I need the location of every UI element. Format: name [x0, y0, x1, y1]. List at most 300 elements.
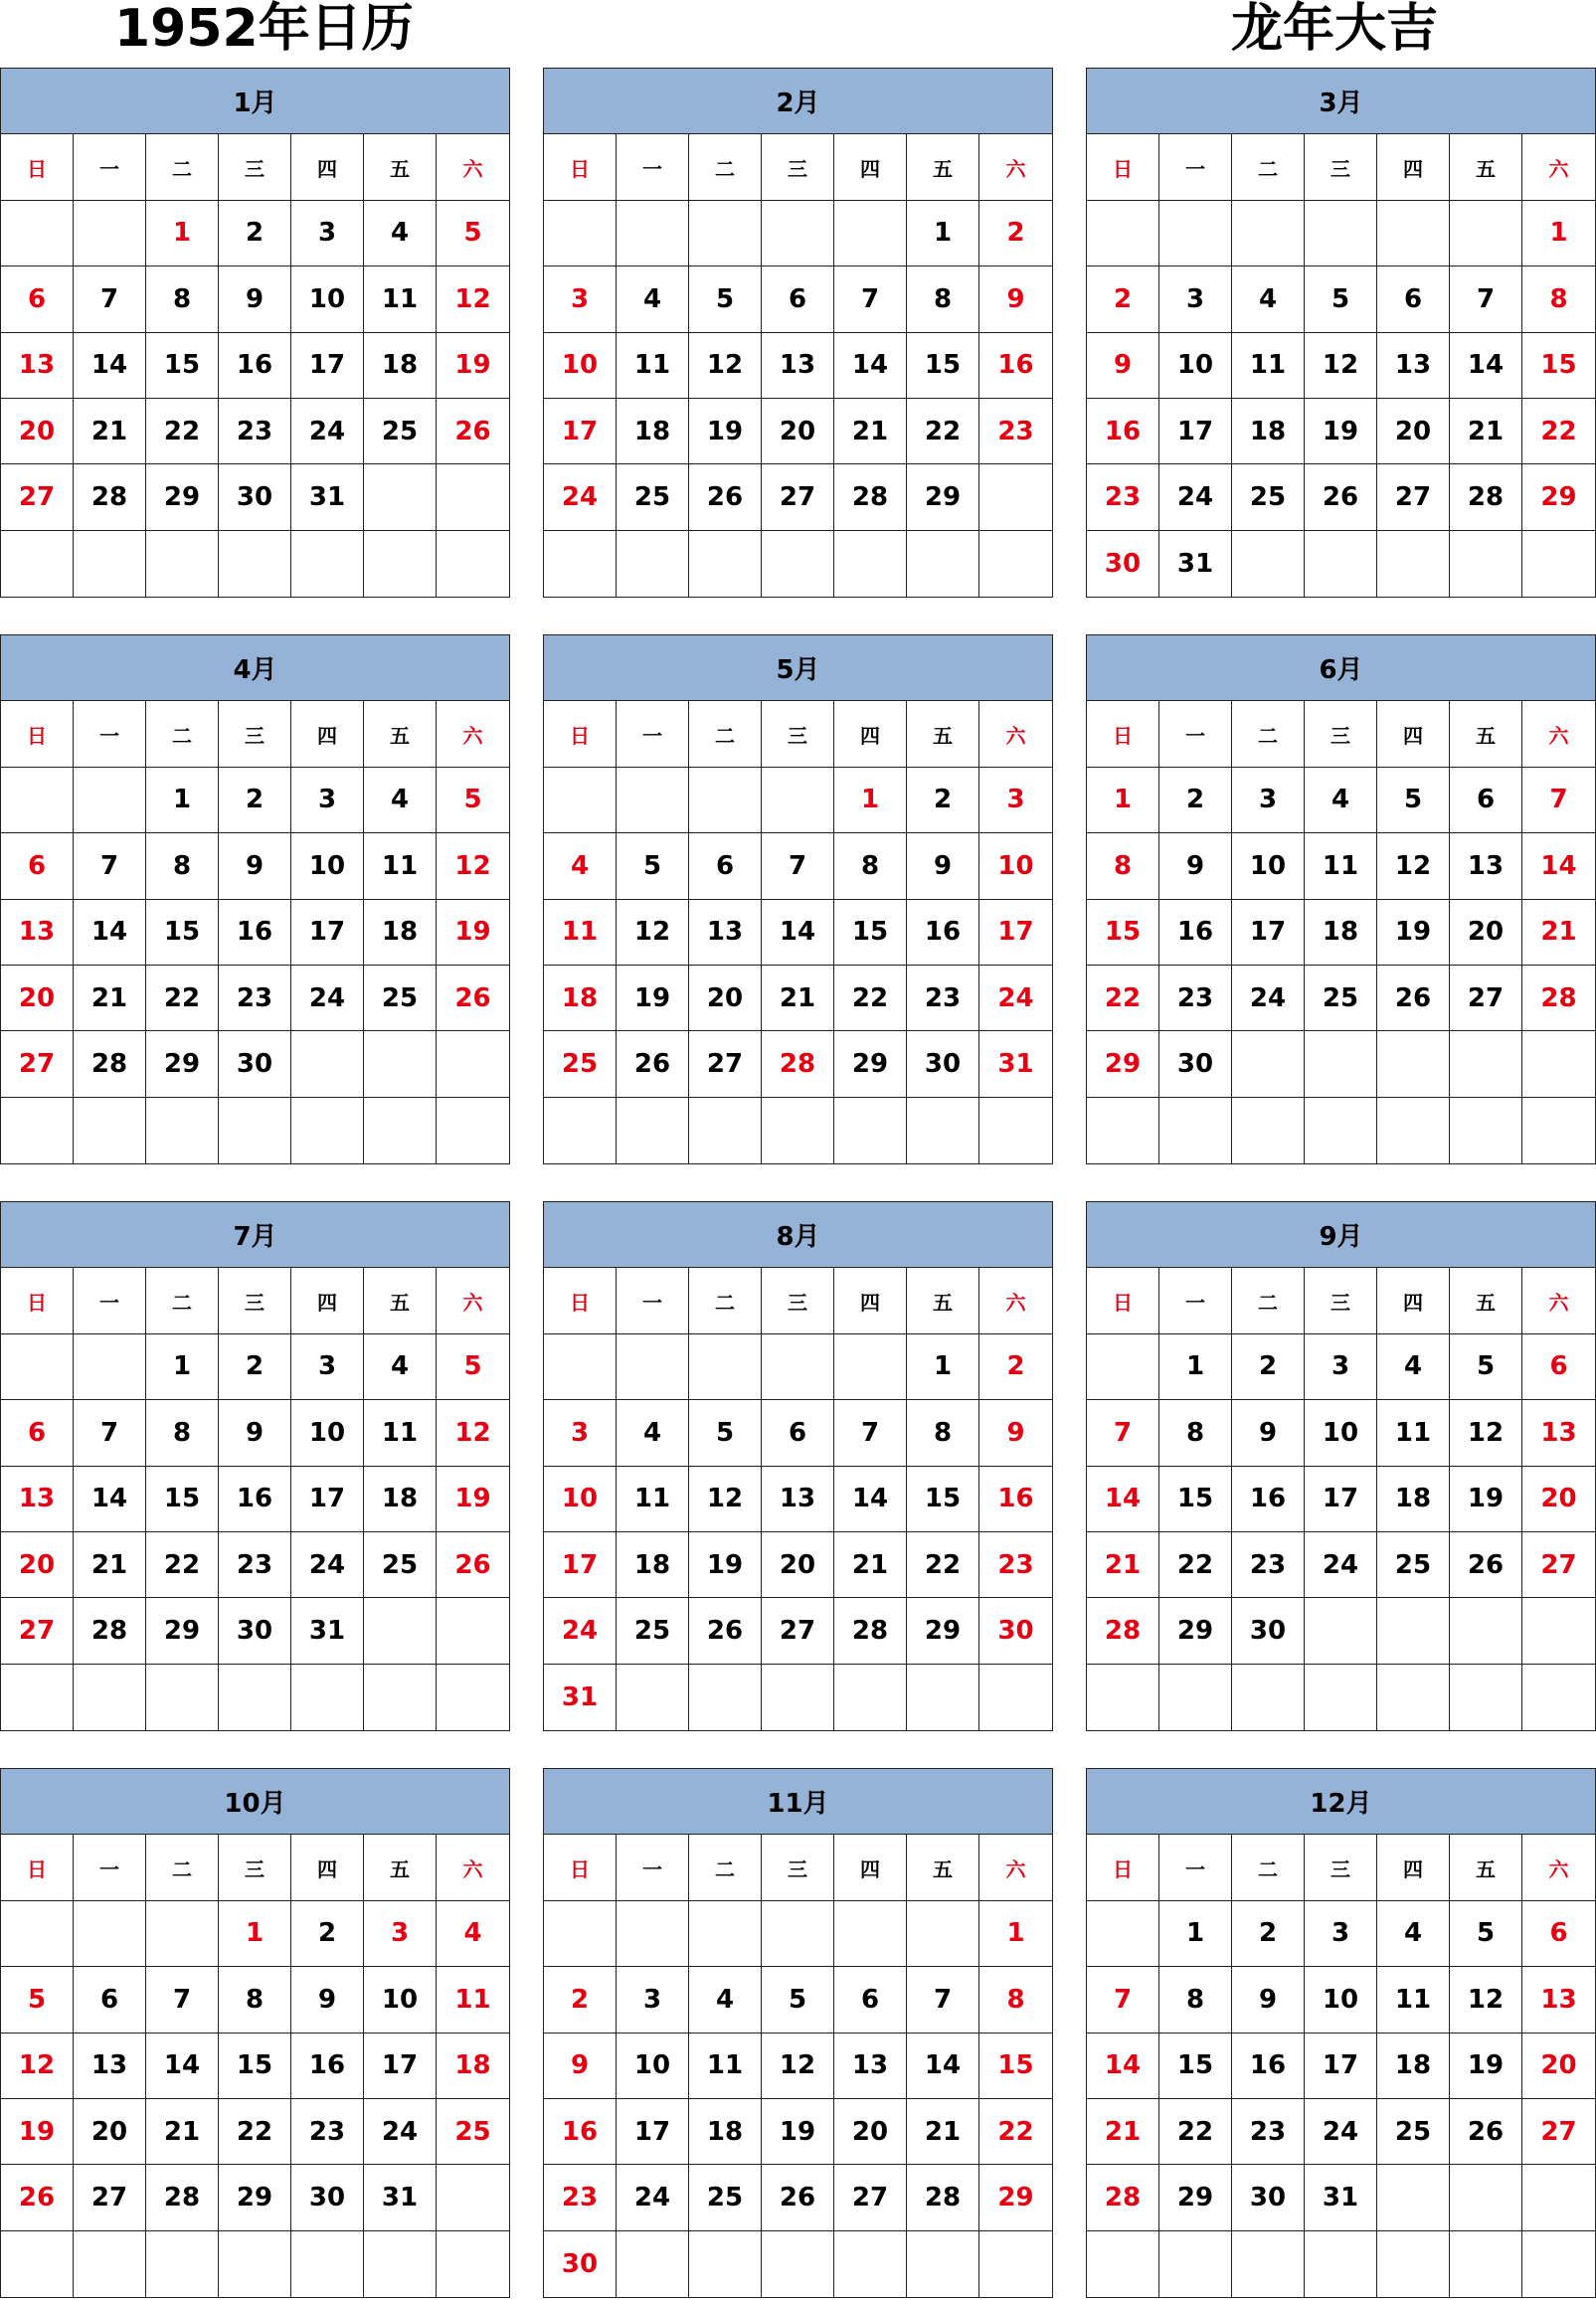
day-cell: 18 — [1377, 2034, 1450, 2099]
day-cell: 25 — [1377, 1532, 1450, 1598]
empty-cell — [834, 1098, 907, 1163]
empty-cell — [762, 768, 834, 833]
day-cell: 2 — [979, 201, 1052, 266]
day-cell: 25 — [364, 399, 437, 464]
day-cell: 10 — [617, 2034, 689, 2099]
empty-cell — [544, 1334, 617, 1400]
day-cell: 5 — [617, 833, 689, 899]
empty-cell — [1522, 1598, 1595, 1664]
day-cell: 21 — [1087, 2099, 1159, 2165]
day-cell: 6 — [1377, 266, 1450, 332]
day-cell: 23 — [219, 399, 291, 464]
month-header: 9月 — [1087, 1202, 1595, 1268]
day-cell: 14 — [74, 900, 146, 966]
day-cell: 15 — [219, 2034, 291, 2099]
day-cell: 23 — [219, 1532, 291, 1598]
day-cell: 21 — [1450, 399, 1522, 464]
day-cell: 7 — [1087, 1967, 1159, 2033]
empty-cell — [689, 201, 762, 266]
weekday-label: 日 — [544, 701, 617, 767]
weekday-label: 二 — [1232, 1835, 1305, 1900]
day-cell: 16 — [979, 333, 1052, 399]
day-cell: 23 — [291, 2099, 364, 2165]
day-cell: 3 — [544, 1400, 617, 1466]
day-cell: 5 — [762, 1967, 834, 2033]
day-cell: 30 — [979, 1598, 1052, 1664]
weekday-label: 二 — [1232, 701, 1305, 767]
empty-cell — [364, 531, 437, 597]
day-cell: 14 — [74, 333, 146, 399]
day-cell: 14 — [907, 2034, 979, 2099]
empty-cell — [617, 531, 689, 597]
day-cell: 4 — [689, 1967, 762, 2033]
day-cell: 5 — [1377, 768, 1450, 833]
day-cell: 7 — [834, 1400, 907, 1466]
day-cell: 14 — [146, 2034, 219, 2099]
day-cell: 13 — [834, 2034, 907, 2099]
day-cell: 9 — [219, 266, 291, 332]
empty-cell — [1522, 2231, 1595, 2297]
day-cell: 11 — [1377, 1967, 1450, 2033]
weekday-label: 日 — [1, 701, 74, 767]
empty-cell — [1087, 1665, 1159, 1730]
day-cell: 5 — [437, 768, 509, 833]
day-cell: 7 — [1087, 1400, 1159, 1466]
day-cell: 19 — [1450, 1467, 1522, 1532]
day-cell: 13 — [1, 900, 74, 966]
empty-cell — [364, 1598, 437, 1664]
day-cell: 28 — [74, 464, 146, 530]
weekday-label: 三 — [762, 701, 834, 767]
day-cell: 6 — [1522, 1901, 1595, 1967]
empty-cell — [762, 531, 834, 597]
day-cell: 8 — [1087, 833, 1159, 899]
day-cell: 31 — [291, 464, 364, 530]
day-cell: 17 — [1159, 399, 1232, 464]
weekday-label: 四 — [834, 1268, 907, 1333]
day-cell: 25 — [617, 1598, 689, 1664]
day-cell: 19 — [1377, 900, 1450, 966]
day-cell: 6 — [1450, 768, 1522, 833]
day-cell: 30 — [907, 1031, 979, 1097]
weekday-label: 二 — [1232, 1268, 1305, 1333]
empty-cell — [1377, 531, 1450, 597]
day-cell: 8 — [907, 266, 979, 332]
empty-cell — [689, 531, 762, 597]
day-cell: 16 — [1159, 900, 1232, 966]
empty-cell — [1232, 201, 1305, 266]
day-cell: 16 — [907, 900, 979, 966]
day-cell: 24 — [1305, 1532, 1377, 1598]
day-cell: 3 — [544, 266, 617, 332]
day-cell: 16 — [219, 333, 291, 399]
day-cell: 26 — [437, 399, 509, 464]
weekday-label: 五 — [907, 134, 979, 200]
day-cell: 8 — [834, 833, 907, 899]
month-block — [1086, 634, 1596, 1164]
empty-cell — [1522, 2165, 1595, 2230]
month-header: 10月 — [1, 1769, 509, 1835]
day-cell: 5 — [437, 1334, 509, 1400]
weekday-label: 一 — [617, 1268, 689, 1333]
day-cell: 27 — [762, 1598, 834, 1664]
empty-cell — [291, 2231, 364, 2297]
day-cell: 14 — [1087, 1467, 1159, 1532]
day-cell: 16 — [1087, 399, 1159, 464]
empty-cell — [146, 1901, 219, 1967]
day-cell: 23 — [219, 966, 291, 1031]
day-cell: 8 — [146, 266, 219, 332]
day-cell: 29 — [907, 1598, 979, 1664]
empty-cell — [834, 201, 907, 266]
day-cell: 1 — [146, 1334, 219, 1400]
day-cell: 7 — [74, 1400, 146, 1466]
day-cell: 24 — [291, 966, 364, 1031]
day-cell: 14 — [1522, 833, 1595, 899]
day-cell: 4 — [617, 1400, 689, 1466]
weekday-label: 日 — [1087, 134, 1159, 200]
empty-cell — [1522, 1098, 1595, 1163]
day-cell: 2 — [219, 1334, 291, 1400]
weekday-label: 六 — [979, 1835, 1052, 1900]
day-cell: 17 — [291, 1467, 364, 1532]
day-cell: 13 — [689, 900, 762, 966]
day-cell: 2 — [219, 768, 291, 833]
day-cell: 6 — [1, 266, 74, 332]
empty-cell — [1159, 2231, 1232, 2297]
day-cell: 27 — [1, 1598, 74, 1664]
day-cell: 21 — [907, 2099, 979, 2165]
day-cell: 30 — [544, 2231, 617, 2297]
empty-cell — [1522, 531, 1595, 597]
day-cell: 15 — [146, 900, 219, 966]
day-cell: 17 — [364, 2034, 437, 2099]
day-cell: 13 — [1522, 1967, 1595, 2033]
day-cell: 17 — [291, 900, 364, 966]
weekday-label: 日 — [1, 1835, 74, 1900]
empty-cell — [689, 1901, 762, 1967]
day-cell: 6 — [762, 266, 834, 332]
day-cell: 28 — [74, 1031, 146, 1097]
day-cell: 22 — [834, 966, 907, 1031]
day-cell: 2 — [1159, 768, 1232, 833]
month-header: 11月 — [544, 1769, 1052, 1835]
day-cell: 18 — [1377, 1467, 1450, 1532]
empty-cell — [617, 2231, 689, 2297]
day-cell: 24 — [544, 1598, 617, 1664]
day-cell: 30 — [291, 2165, 364, 2230]
day-cell: 26 — [1, 2165, 74, 2230]
day-cell: 21 — [834, 1532, 907, 1598]
day-cell: 20 — [1, 399, 74, 464]
weekday-label: 六 — [437, 1268, 509, 1333]
day-cell: 16 — [979, 1467, 1052, 1532]
empty-cell — [74, 1901, 146, 1967]
weekday-label: 三 — [1305, 1268, 1377, 1333]
day-cell: 19 — [437, 900, 509, 966]
day-cell: 30 — [1232, 2165, 1305, 2230]
day-cell: 6 — [689, 833, 762, 899]
day-cell: 23 — [1232, 2099, 1305, 2165]
day-cell: 13 — [1522, 1400, 1595, 1466]
empty-cell — [1377, 1665, 1450, 1730]
empty-cell — [74, 1665, 146, 1730]
day-cell: 8 — [1522, 266, 1595, 332]
day-cell: 11 — [1232, 333, 1305, 399]
day-cell: 20 — [762, 1532, 834, 1598]
empty-cell — [1377, 2165, 1450, 2230]
day-cell: 21 — [762, 966, 834, 1031]
weekday-label: 一 — [1159, 1268, 1232, 1333]
day-cell: 4 — [1232, 266, 1305, 332]
empty-cell — [1450, 201, 1522, 266]
day-cell: 27 — [689, 1031, 762, 1097]
weekday-label: 日 — [544, 1835, 617, 1900]
day-cell: 6 — [834, 1967, 907, 2033]
day-cell: 17 — [979, 900, 1052, 966]
day-cell: 12 — [617, 900, 689, 966]
day-cell: 23 — [544, 2165, 617, 2230]
empty-cell — [979, 2231, 1052, 2297]
empty-cell — [689, 1665, 762, 1730]
empty-cell — [1522, 1665, 1595, 1730]
day-cell: 12 — [1450, 1400, 1522, 1466]
day-cell: 1 — [907, 1334, 979, 1400]
empty-cell — [617, 1665, 689, 1730]
weekday-label: 一 — [1159, 134, 1232, 200]
empty-cell — [74, 768, 146, 833]
empty-cell — [437, 2165, 509, 2230]
empty-cell — [219, 1665, 291, 1730]
empty-cell — [1377, 1031, 1450, 1097]
month-block — [1086, 1201, 1596, 1731]
day-cell: 11 — [617, 333, 689, 399]
day-cell: 4 — [364, 768, 437, 833]
day-cell: 4 — [437, 1901, 509, 1967]
day-cell: 4 — [617, 266, 689, 332]
month-header: 6月 — [1087, 635, 1595, 701]
empty-cell — [1159, 1098, 1232, 1163]
day-cell: 10 — [364, 1967, 437, 2033]
day-cell: 5 — [1, 1967, 74, 2033]
day-cell: 20 — [689, 966, 762, 1031]
day-cell: 29 — [146, 1598, 219, 1664]
day-cell: 2 — [544, 1967, 617, 2033]
day-cell: 10 — [291, 833, 364, 899]
day-cell: 7 — [1522, 768, 1595, 833]
day-cell: 13 — [1, 1467, 74, 1532]
day-cell: 25 — [544, 1031, 617, 1097]
day-cell: 8 — [907, 1400, 979, 1466]
empty-cell — [437, 1031, 509, 1097]
empty-cell — [1, 201, 74, 266]
day-cell: 23 — [1232, 1532, 1305, 1598]
day-cell: 12 — [1377, 833, 1450, 899]
day-cell: 13 — [762, 333, 834, 399]
empty-cell — [219, 1098, 291, 1163]
day-cell: 17 — [617, 2099, 689, 2165]
day-cell: 2 — [979, 1334, 1052, 1400]
day-cell: 20 — [834, 2099, 907, 2165]
day-cell: 31 — [364, 2165, 437, 2230]
weekday-label: 二 — [146, 134, 219, 200]
day-cell: 18 — [1305, 900, 1377, 966]
empty-cell — [907, 1098, 979, 1163]
day-cell: 7 — [762, 833, 834, 899]
day-cell: 4 — [364, 201, 437, 266]
day-cell: 11 — [689, 2034, 762, 2099]
day-cell: 25 — [689, 2165, 762, 2230]
day-cell: 25 — [617, 464, 689, 530]
weekday-label: 一 — [74, 134, 146, 200]
day-cell: 22 — [146, 966, 219, 1031]
day-cell: 26 — [689, 1598, 762, 1664]
day-cell: 20 — [762, 399, 834, 464]
empty-cell — [74, 1098, 146, 1163]
empty-cell — [544, 531, 617, 597]
empty-cell — [907, 1665, 979, 1730]
day-cell: 17 — [1305, 2034, 1377, 2099]
empty-cell — [1, 768, 74, 833]
month-block — [543, 1768, 1053, 2298]
day-cell: 9 — [1087, 333, 1159, 399]
day-cell: 18 — [364, 333, 437, 399]
empty-cell — [1087, 2231, 1159, 2297]
day-cell: 10 — [1232, 833, 1305, 899]
day-cell: 12 — [437, 833, 509, 899]
day-cell: 18 — [364, 900, 437, 966]
weekday-label: 六 — [1522, 134, 1595, 200]
empty-cell — [907, 531, 979, 597]
weekday-label: 三 — [219, 1268, 291, 1333]
empty-cell — [979, 1665, 1052, 1730]
weekday-label: 五 — [364, 1268, 437, 1333]
day-cell: 1 — [907, 201, 979, 266]
day-cell: 12 — [437, 266, 509, 332]
day-cell: 28 — [834, 464, 907, 530]
weekday-label: 一 — [74, 1268, 146, 1333]
day-cell: 25 — [1377, 2099, 1450, 2165]
day-cell: 24 — [291, 1532, 364, 1598]
month-block — [0, 68, 510, 598]
empty-cell — [979, 464, 1052, 530]
day-cell: 26 — [689, 464, 762, 530]
day-cell: 4 — [544, 833, 617, 899]
empty-cell — [74, 201, 146, 266]
day-cell: 2 — [907, 768, 979, 833]
day-cell: 9 — [1232, 1400, 1305, 1466]
month-block — [0, 1768, 510, 2298]
day-cell: 6 — [1522, 1334, 1595, 1400]
day-cell: 19 — [437, 1467, 509, 1532]
day-cell: 15 — [146, 333, 219, 399]
day-cell: 19 — [1450, 2034, 1522, 2099]
day-cell: 28 — [146, 2165, 219, 2230]
empty-cell — [1, 1334, 74, 1400]
day-cell: 18 — [364, 1467, 437, 1532]
day-cell: 18 — [1232, 399, 1305, 464]
day-cell: 20 — [1, 966, 74, 1031]
empty-cell — [762, 1665, 834, 1730]
empty-cell — [1377, 201, 1450, 266]
day-cell: 13 — [1, 333, 74, 399]
page-slogan: 龙年大吉 — [1231, 0, 1439, 59]
day-cell: 18 — [617, 1532, 689, 1598]
weekday-label: 五 — [1450, 701, 1522, 767]
day-cell: 1 — [146, 201, 219, 266]
day-cell: 22 — [1087, 966, 1159, 1031]
day-cell: 1 — [146, 768, 219, 833]
empty-cell — [762, 1334, 834, 1400]
day-cell: 27 — [1522, 2099, 1595, 2165]
month-header: 12月 — [1087, 1769, 1595, 1835]
empty-cell — [762, 1098, 834, 1163]
weekday-label: 四 — [1377, 1268, 1450, 1333]
day-cell: 7 — [834, 266, 907, 332]
day-cell: 28 — [907, 2165, 979, 2230]
empty-cell — [146, 1665, 219, 1730]
day-cell: 27 — [1, 1031, 74, 1097]
day-cell: 27 — [1522, 1532, 1595, 1598]
empty-cell — [364, 1031, 437, 1097]
day-cell: 19 — [437, 333, 509, 399]
day-cell: 10 — [544, 333, 617, 399]
weekday-label: 二 — [146, 1268, 219, 1333]
empty-cell — [437, 2231, 509, 2297]
empty-cell — [907, 2231, 979, 2297]
weekday-label: 五 — [364, 134, 437, 200]
day-cell: 6 — [762, 1400, 834, 1466]
month-block — [543, 634, 1053, 1164]
day-cell: 28 — [1450, 464, 1522, 530]
day-cell: 24 — [364, 2099, 437, 2165]
day-cell: 15 — [146, 1467, 219, 1532]
day-cell: 17 — [1305, 1467, 1377, 1532]
empty-cell — [1305, 531, 1377, 597]
empty-cell — [689, 1334, 762, 1400]
day-cell: 12 — [437, 1400, 509, 1466]
weekday-label: 一 — [74, 701, 146, 767]
day-cell: 27 — [1450, 966, 1522, 1031]
day-cell: 14 — [834, 1467, 907, 1532]
day-cell: 8 — [146, 833, 219, 899]
day-cell: 6 — [1, 833, 74, 899]
month-block — [0, 634, 510, 1164]
empty-cell — [1, 1665, 74, 1730]
day-cell: 22 — [1159, 2099, 1232, 2165]
weekday-label: 六 — [1522, 1268, 1595, 1333]
empty-cell — [979, 1098, 1052, 1163]
day-cell: 3 — [1305, 1901, 1377, 1967]
weekday-label: 日 — [1087, 1835, 1159, 1900]
day-cell: 22 — [979, 2099, 1052, 2165]
day-cell: 27 — [74, 2165, 146, 2230]
day-cell: 29 — [146, 1031, 219, 1097]
day-cell: 20 — [74, 2099, 146, 2165]
day-cell: 3 — [979, 768, 1052, 833]
weekday-label: 四 — [1377, 701, 1450, 767]
weekday-label: 六 — [979, 134, 1052, 200]
day-cell: 8 — [146, 1400, 219, 1466]
day-cell: 25 — [1232, 464, 1305, 530]
month-header: 7月 — [1, 1202, 509, 1268]
day-cell: 29 — [907, 464, 979, 530]
day-cell: 25 — [364, 966, 437, 1031]
day-cell: 25 — [364, 1532, 437, 1598]
empty-cell — [762, 2231, 834, 2297]
day-cell: 3 — [291, 1334, 364, 1400]
weekday-label: 六 — [437, 701, 509, 767]
